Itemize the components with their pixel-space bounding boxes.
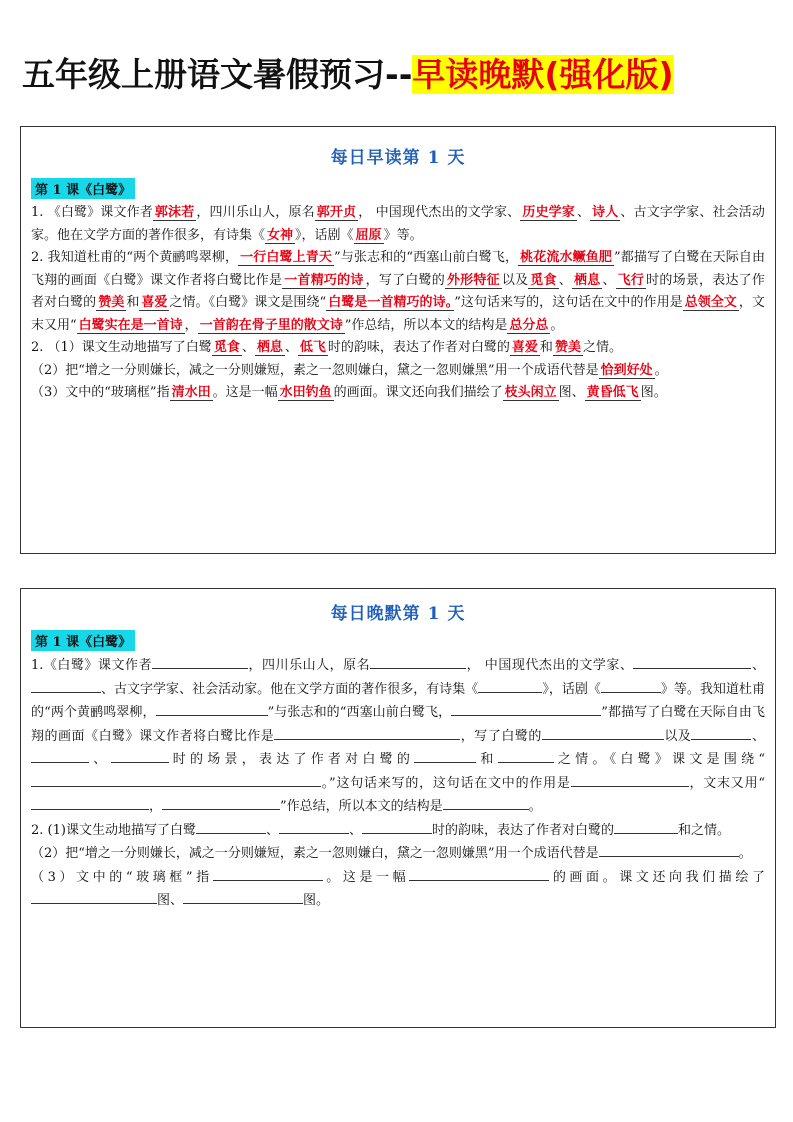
text: 以及 — [501, 272, 529, 288]
text: 和 — [126, 295, 140, 310]
text: 。 — [550, 317, 564, 333]
text: ，文末又用“ — [688, 775, 765, 791]
text: ”都描写了白鹭在天际自由飞翔的画面《白鹭》课文作者将白鹭比作是 — [31, 250, 765, 288]
answer: 屈原 — [355, 227, 382, 243]
text: 。 — [738, 846, 752, 861]
text: 、 — [284, 340, 298, 355]
text: 图。 — [303, 893, 330, 908]
text: ，四川乐山人，原名 — [248, 658, 371, 673]
text: 。这是一幅 — [212, 385, 278, 400]
answer: 总领全文 — [684, 295, 737, 310]
text: 时的韵味，表达了作者对白鹭的 — [327, 340, 510, 355]
blank[interactable] — [414, 748, 476, 763]
text: 和 — [678, 822, 692, 838]
blank[interactable] — [111, 748, 169, 763]
answer: 觅食 — [213, 340, 240, 355]
morning-lesson-tag: 第 1 课《白鹭》 — [31, 178, 135, 199]
evening-para-1 — [31, 654, 765, 819]
answer: 郭沫若 — [154, 205, 195, 220]
blank[interactable] — [31, 795, 149, 810]
text: （3）文中的“玻璃框”指 — [31, 385, 170, 400]
evening-para-4 — [31, 866, 765, 913]
answer: 觅食 — [530, 272, 557, 288]
text: （2）把“增之一分则嫌长，减之一分则嫌短，素之一忽则嫌白，黛之一忽则嫌黑”用一个成语代替是 — [31, 846, 599, 861]
blank[interactable] — [542, 725, 664, 740]
text: 之情。 — [582, 340, 622, 355]
morning-para-3 — [31, 337, 765, 360]
blank[interactable] — [370, 654, 466, 669]
text: 、 — [89, 752, 111, 767]
text: 》等。 — [383, 227, 423, 243]
text: 2. 我知道杜甫的“两个黄鹂鸣翠柳， — [31, 250, 239, 265]
blank[interactable] — [152, 654, 248, 669]
text: 时的韵味，表达了作者对白鹭的 — [431, 822, 614, 838]
blank[interactable] — [691, 725, 751, 740]
blank[interactable] — [443, 795, 529, 810]
answer: 栖息 — [256, 340, 283, 355]
text: ”都描写了白鹭在天际自由飞翔的画面《白鹭》课文作者将白鹭比作是 — [31, 705, 765, 744]
text: 时的场景，表达了作者对白鹭的 — [31, 272, 765, 310]
answer: 总分总 — [509, 317, 549, 333]
blank[interactable] — [196, 819, 266, 834]
text: 的画面。课文还向我们描绘了 — [333, 385, 503, 400]
text: （2）把“增之一分则嫌长，减之一分则嫌短，素之一忽则嫌白，黛之一忽则嫌黑”用一个成语代替是 — [31, 362, 599, 378]
evening-title: 每日晚默第 1 天 — [330, 604, 466, 624]
text: ，写了白鹭的 — [460, 728, 542, 744]
text: 、 — [558, 272, 572, 288]
answer: 恰到好处 — [600, 362, 653, 378]
morning-content — [31, 202, 765, 405]
text: 、 — [265, 822, 279, 838]
blank[interactable] — [31, 772, 321, 787]
morning-para-2 — [31, 247, 765, 337]
evening-para-3 — [31, 842, 765, 866]
text: 。 — [528, 799, 542, 814]
text: 》，话剧《 — [295, 227, 354, 243]
text: 。”这句话来写的，这句话在文中的作用是 — [321, 775, 571, 791]
text: ，四川乐山人，原名 — [196, 205, 315, 220]
text: 》，话剧《 — [542, 681, 601, 697]
text: 1. 《白鹭》课文作者 — [31, 205, 153, 220]
blank[interactable] — [31, 889, 157, 904]
blank[interactable] — [156, 701, 268, 716]
text: ， 中国现代杰出的文学家、 — [466, 658, 634, 673]
text: 之情。 — [691, 822, 731, 838]
morning-para-1 — [31, 202, 765, 247]
answer: 低飞 — [299, 340, 326, 355]
text: ”作总结，所以本文的结构是 — [280, 799, 443, 814]
answer: 诗人 — [592, 205, 619, 220]
text: 、 — [241, 340, 255, 355]
text: 的画面。课文还向我们描绘了 — [549, 869, 765, 885]
text: 图、 — [157, 893, 184, 908]
text: 2. （1）课文生动地描写了白鹭 — [31, 340, 212, 355]
blank[interactable] — [183, 889, 303, 904]
answer: 桃花流水鳜鱼肥 — [520, 250, 612, 265]
answer: 郭开贞 — [316, 205, 357, 220]
answer: 外形特征 — [446, 272, 500, 288]
morning-reading-box — [20, 126, 776, 554]
title-main: 五年级上册语文暑假预习-- — [22, 55, 413, 94]
text: 之情。《白鹭》课文是围绕“ — [169, 295, 327, 310]
blank[interactable] — [162, 795, 280, 810]
text: 、 — [348, 822, 362, 838]
text: 时的场景，表达了作者对白鹭的 — [168, 752, 415, 767]
answer: 栖息 — [573, 272, 601, 288]
text: 之情。《白鹭》课文是围绕“ — [553, 752, 765, 767]
answer: 水田钓鱼 — [279, 385, 332, 400]
blank[interactable] — [31, 748, 89, 763]
title-highlight: 早读晚默(强化版) — [412, 55, 674, 94]
text: 和 — [539, 340, 553, 355]
blank[interactable] — [498, 748, 554, 763]
answer: 历史学家 — [522, 205, 575, 220]
answer: 一行白鹭上青天 — [240, 250, 332, 265]
text: ， 中国现代杰出的文学家、 — [358, 205, 521, 220]
text: 、 — [576, 205, 591, 220]
answer: 白鹭实在是一首诗 — [78, 317, 183, 333]
text: 图。 — [640, 385, 667, 400]
evening-lesson-tag: 第 1 课《白鹭》 — [31, 630, 135, 651]
text: ”与张志和的“西塞山前白鹭飞， — [267, 705, 452, 720]
text: 图、 — [558, 385, 585, 400]
text: （3）文中的“玻璃框”指 — [31, 869, 213, 885]
morning-para-4 — [31, 360, 765, 383]
text: ，文末又用“ — [31, 295, 765, 333]
text: ”与张志和的“西塞山前白鹭飞， — [334, 250, 519, 265]
blank[interactable] — [599, 842, 739, 857]
text: ，写了白鹭的 — [365, 272, 445, 288]
answer: 枝头闲立 — [504, 385, 557, 400]
text: 。 — [654, 362, 668, 378]
page-title — [22, 52, 674, 98]
answer: 女神 — [267, 227, 294, 243]
blank[interactable] — [451, 701, 601, 716]
text: 、 — [751, 728, 765, 744]
answer: 白鹭是一首精巧的诗。 — [328, 295, 453, 310]
text: 、古文字学家、社会活动家。他在文学方面的著作很多，有诗集《 — [31, 205, 765, 243]
blank[interactable] — [614, 819, 678, 834]
text: ， — [149, 799, 163, 814]
answer: 喜爱 — [141, 295, 168, 310]
blank[interactable] — [31, 678, 101, 693]
evening-dictation-box — [20, 588, 776, 1028]
answer: 黄昏低飞 — [586, 385, 639, 400]
evening-para-2 — [31, 819, 765, 843]
blank[interactable] — [279, 819, 349, 834]
answer: 清水田 — [171, 385, 211, 400]
morning-para-5 — [31, 382, 765, 405]
text: 、 — [602, 272, 616, 288]
answer: 赞美 — [98, 295, 125, 310]
blank[interactable] — [362, 819, 432, 834]
blank[interactable] — [601, 678, 661, 693]
text: 以及 — [663, 728, 692, 744]
answer: 一首韵在骨子里的散文诗 — [199, 317, 343, 333]
text: 、古文字学家、社会活动家。他在文学方面的著作很多，有诗集《 — [101, 681, 479, 697]
text: 2. (1)课文生动地描写了白鹭 — [31, 822, 196, 838]
blank[interactable] — [571, 772, 689, 787]
answer: 喜爱 — [511, 340, 538, 355]
text: 1.《白鹭》课文作者 — [31, 658, 153, 673]
blank[interactable] — [409, 866, 549, 881]
answer: 赞美 — [554, 340, 581, 355]
blank[interactable] — [213, 866, 323, 881]
text: ”这句话来写的，这句话在文中的作用是 — [454, 295, 683, 310]
text: 。这是一幅 — [322, 869, 410, 885]
text: ”作总结，所以本文的结构是 — [344, 317, 508, 333]
answer: 一首精巧的诗 — [284, 272, 364, 288]
blank[interactable] — [478, 678, 542, 693]
text: 》等。我知道杜甫的“两个黄鹂鸣翠柳， — [31, 681, 765, 720]
morning-title: 每日早读第 1 天 — [330, 148, 466, 168]
text: 、 — [751, 658, 765, 673]
answer: 飞行 — [617, 272, 645, 288]
text: ， — [184, 317, 198, 333]
evening-content — [31, 654, 765, 913]
text: 和 — [476, 752, 498, 767]
blank[interactable] — [633, 654, 751, 669]
blank[interactable] — [274, 725, 460, 740]
